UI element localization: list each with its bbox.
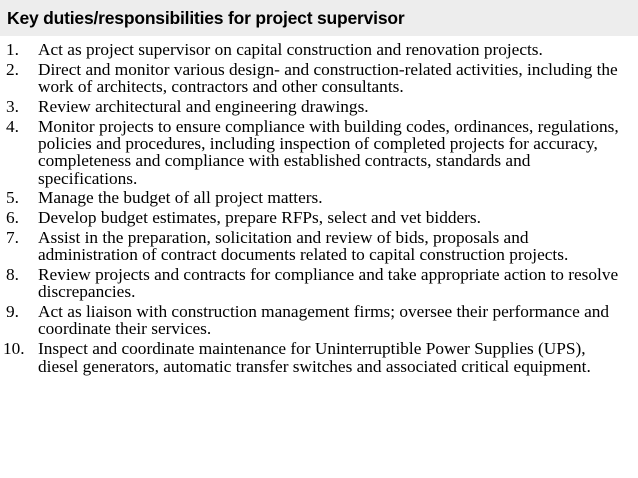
list-item-number: 8. xyxy=(6,265,19,285)
page-title: Key duties/responsibilities for project supervisor xyxy=(7,7,405,28)
list-item-number: 4. xyxy=(6,116,19,136)
list-item-number: 7. xyxy=(6,227,19,247)
list-item xyxy=(0,266,638,301)
list-item-text: Develop budget estimates, prepare RFPs, select and vet bidders. xyxy=(38,208,481,228)
list-item-text: Inspect and coordinate maintenance for Uninterruptible Power Supplies (UPS), diesel generators, automatic transfer switches and associated critical equipment. xyxy=(38,339,591,376)
list-item xyxy=(0,61,638,96)
list-item-number: 10. xyxy=(3,339,25,359)
duties-list xyxy=(0,41,638,377)
list-item-number: 2. xyxy=(6,59,19,79)
list-item xyxy=(0,118,638,187)
list-item-number: 5. xyxy=(6,188,19,208)
list-item-number: 9. xyxy=(6,302,19,322)
list-item-number: 1. xyxy=(6,40,19,59)
list-item-text: Manage the budget of all project matters. xyxy=(38,188,323,208)
list-item-text: Direct and monitor various design- and construction-related activities, including the work of architects, contractors and other consultants. xyxy=(38,59,618,97)
list-item xyxy=(0,189,638,206)
list-item-text: Assist in the preparation, solicitation and review of bids, proposals and administration of contract documents related to capital construction projects. xyxy=(38,227,569,265)
list-item xyxy=(0,229,638,264)
list-item-number: 6. xyxy=(6,208,19,228)
list-item-text: Act as liaison with construction management firms; oversee their performance and coordinate their services. xyxy=(38,302,635,339)
list-item xyxy=(0,209,638,226)
list-item-number: 3. xyxy=(6,96,19,116)
list-item xyxy=(0,98,638,115)
list-item-text: Monitor projects to ensure compliance with building codes, ordinances, regulations, policies and procedures, including inspection of completed projects for accuracy, completeness and compliance with established contracts, standards and specifications. xyxy=(38,116,619,188)
list-item xyxy=(0,303,638,338)
list-item xyxy=(0,41,638,58)
list-item xyxy=(0,340,638,375)
list-item-text: Review architectural and engineering drawings. xyxy=(38,96,369,116)
header-bar xyxy=(0,0,638,36)
list-item-text: Review projects and contracts for compliance and take appropriate action to resolve discrepancies. xyxy=(38,265,619,302)
list-item-text: Act as project supervisor on capital construction and renovation projects. xyxy=(38,40,543,59)
